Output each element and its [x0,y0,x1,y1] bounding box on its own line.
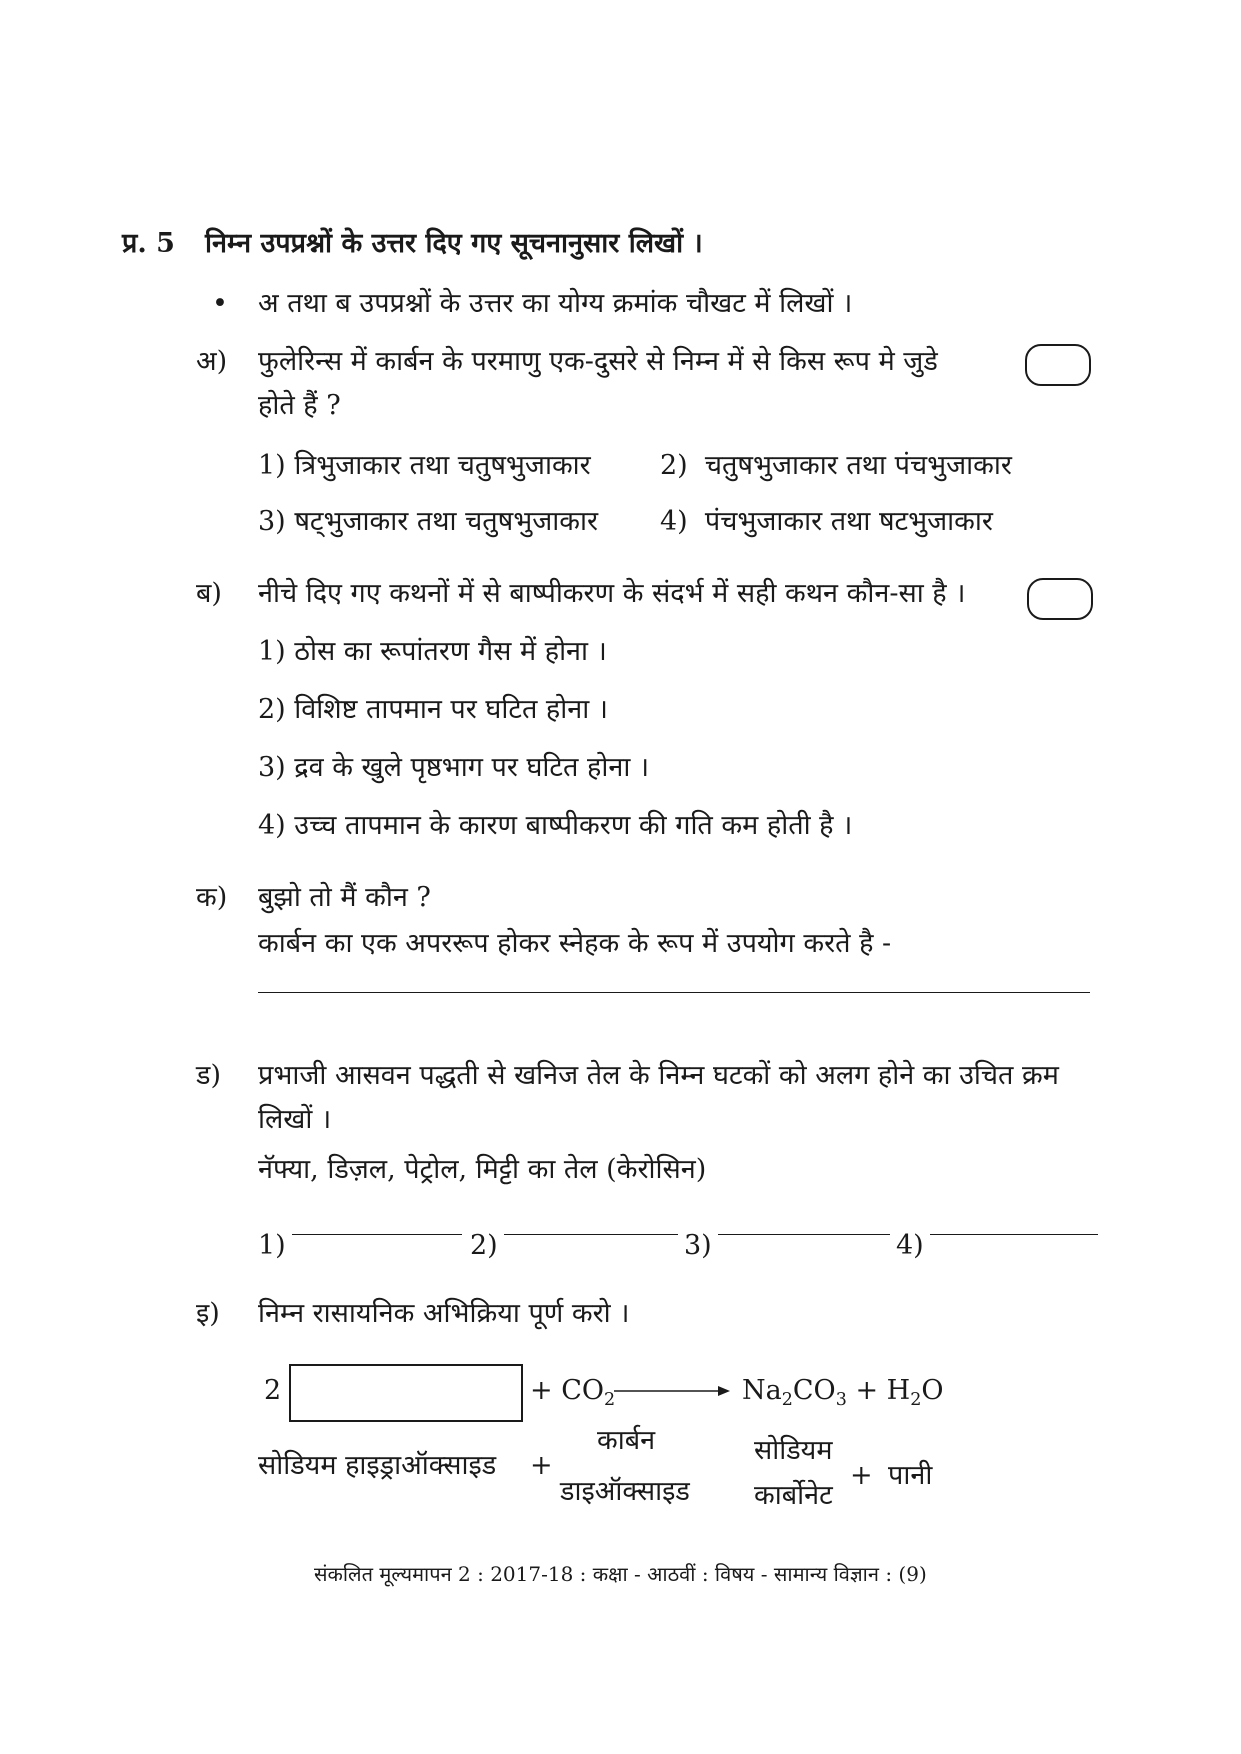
option-text: चतुषभुजाकार तथा पंचभुजाकार [704,450,1012,481]
plus-sign: + [530,1375,553,1406]
co2-subscript: 2 [604,1390,616,1411]
option-number: 4) [660,506,688,537]
part-a-option-1 [258,450,591,482]
part-e-question: निम्न रासायनिक अभिक्रिया पूर्ण करो । [258,1298,630,1329]
page-footer: संकलित मूल्यमापन 2 : 2017-18 : कक्षा - आठवीं : विषय - सामान्य विज्ञान : (9) [314,1562,927,1586]
h-subscript: 2 [910,1390,922,1411]
name-carbon: कार्बन [597,1425,656,1456]
option-text: षट्भुजाकार तथा चतुषभुजाकार [294,506,599,537]
part-c-question-line2: कार्बन का एक अपररूप होकर स्नेहक के रूप में उपयोग करते है - [258,928,892,959]
equation-answer-box[interactable] [289,1364,523,1422]
blank-2-line[interactable] [504,1234,678,1235]
equation-coefficient: 2 [264,1375,282,1406]
name-water: पानी [888,1460,933,1491]
part-b-option-3: 3) द्रव के खुले पृष्ठभाग पर घटित होना । [258,752,650,783]
name-sodium-hydroxide: सोडियम हाइड्राऑक्साइड [258,1450,497,1481]
blank-1-line[interactable] [292,1234,462,1235]
blank-1-label: 1) [258,1230,286,1261]
part-b-option-2: 2) विशिष्ट तापमान पर घटित होना । [258,694,609,725]
part-a-option-2 [660,450,1012,482]
question-instruction: निम्न उपप्रश्नों के उत्तर दिए गए सूचनानुसार लिखों । [205,228,703,259]
names-plus-1: + [530,1450,553,1481]
part-a-question-line2: होते हैं ? [258,390,341,421]
part-c-label: क) [196,882,228,913]
part-b-answer-box[interactable] [1027,578,1093,620]
part-e-label: इ) [196,1298,220,1329]
blank-3-line[interactable] [718,1234,890,1235]
option-number: 1) [258,450,286,481]
reaction-arrow-icon [614,1382,732,1400]
name-carbonate: कार्बोनेट [754,1480,833,1511]
part-d-components: नॅफ्या, डिज़ल, पेट्रोल, मिट्टी का तेल (केरोसिन) [258,1154,707,1185]
bullet-note: अ तथा ब उपप्रश्नों के उत्तर का योग्य क्रमांक चौखट में लिखों । [258,288,853,319]
equation-products [742,1375,944,1411]
names-plus-2: + [850,1460,873,1491]
blank-4-label: 4) [896,1230,924,1261]
option-number: 2) [660,450,688,481]
part-d-label: ड) [196,1060,221,1091]
part-c-question-line1: बुझो तो मैं कौन ? [258,882,431,913]
part-d-question-line2: लिखों । [258,1104,332,1135]
part-a-label: अ) [196,346,228,377]
blank-2-label: 2) [470,1230,498,1261]
bullet-icon: • [212,288,228,319]
name-dioxide: डाइऑक्साइड [560,1476,690,1507]
part-a-question-line1: फुलेरिन्स में कार्बन के परमाणु एक-दुसरे से निम्न में से किस रूप मे जुडे [258,346,938,377]
part-b-question: नीचे दिए गए कथनों में से बाष्पीकरण के संदर्भ में सही कथन कौन-सा है । [258,578,966,609]
blank-3-label: 3) [684,1230,712,1261]
option-number: 3) [258,506,286,537]
o-symbol: O [921,1375,944,1406]
name-sodium: सोडियम [754,1435,833,1466]
part-b-option-1: 1) ठोस का रूपांतरण गैस में होना । [258,636,607,667]
h-symbol: H [886,1375,911,1406]
part-b-label: ब) [196,578,222,609]
part-a-answer-box[interactable] [1025,344,1091,386]
part-a-option-4 [660,506,993,538]
na-subscript: 2 [781,1390,793,1411]
part-b-option-4: 4) उच्च तापमान के कारण बाष्पीकरण की गति कम होती है । [258,810,853,841]
option-text: त्रिभुजाकार तथा चतुषभुजाकार [294,450,591,481]
blank-4-line[interactable] [930,1234,1098,1235]
co-subscript: 3 [835,1390,847,1411]
plus-sign: + [855,1375,879,1406]
option-text: पंचभुजाकार तथा षटभुजाकार [704,506,993,537]
co-symbol: CO [792,1375,836,1406]
part-a-option-3 [258,506,598,538]
part-c-answer-line[interactable] [258,992,1090,993]
question-number: प्र. 5 [122,228,175,259]
co2-formula: CO [561,1375,605,1406]
na-symbol: Na [742,1375,782,1406]
equation-reactant-co2 [530,1375,616,1411]
part-d-question-line1: प्रभाजी आसवन पद्धती से खनिज तेल के निम्न घटकों को अलग होने का उचित क्रम [258,1060,1059,1091]
